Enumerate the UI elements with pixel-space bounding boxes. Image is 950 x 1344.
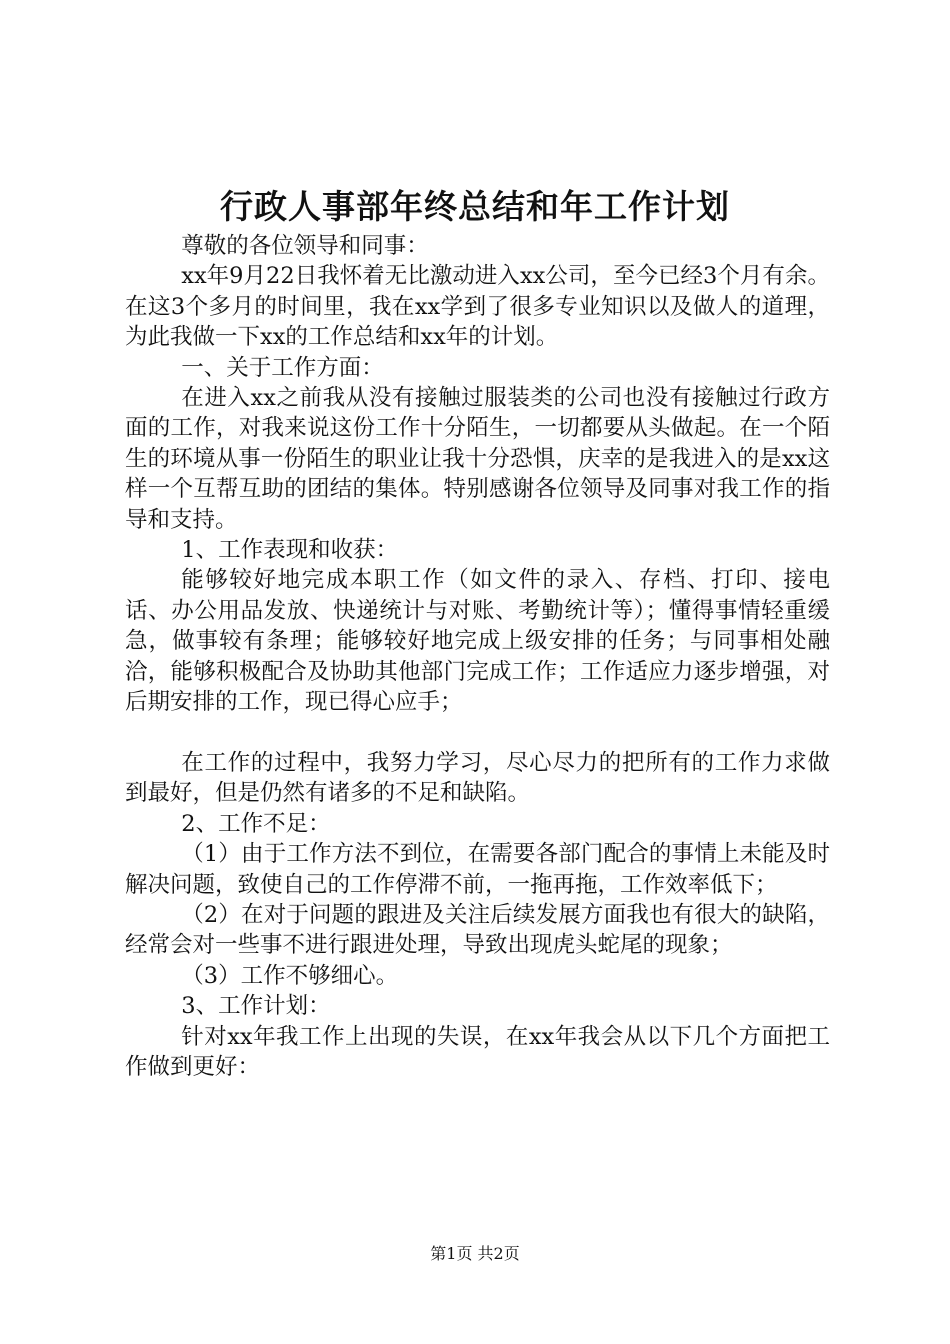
shortcoming-item-1: （1）由于工作方法不到位，在需要各部门配合的事情上未能及时解决问题，致使自己的工作停滞不前，一拖再拖，工作效率低下； — [125, 841, 830, 898]
page-footer: 第1页 共2页 — [430, 1244, 520, 1263]
subsection-heading-plan: 3、工作计划： — [181, 993, 331, 1020]
subsection-heading-shortcomings: 2、工作不足： — [181, 810, 331, 837]
plan-paragraph: 针对xx年我工作上出现的失误，在xx年我会从以下几个方面把工作做到更好： — [125, 1023, 830, 1080]
shortcoming-item-2: （2）在对于问题的跟进及关注后续发展方面我也有很大的缺陷，经常会对一些事不进行跟进处理，导致出现虎头蛇尾的现象； — [125, 901, 830, 959]
blank-line — [125, 718, 830, 748]
shortcoming-item-3: （3）工作不够细心。 — [181, 962, 399, 989]
reflection-paragraph: 在工作的过程中，我努力学习，尽心尽力的把所有的工作力求做到最好，但是仍然有诸多的不足和缺陷。 — [125, 749, 830, 807]
document-title: 行政人事部年终总结和年工作计划 — [220, 187, 730, 226]
document-body — [125, 231, 830, 1082]
section-heading-work: 一、关于工作方面： — [181, 354, 384, 381]
subsection-heading-performance: 1、工作表现和收获： — [181, 537, 399, 564]
performance-paragraph: 能够较好地完成本职工作（如文件的录入、存档、打印、接电话、办公用品发放、快递统计与对账、考勤统计等）；懂得事情轻重缓急，做事较有条理；能够较好地完成上级安排的任务；与同事相处融洽，能够积极配合及协助其他部门完成工作；工作适应力逐步增强，对后期安排的工作，现已得心应手； — [125, 567, 830, 716]
intro-paragraph: xx年9月22日我怀着无比激动进入xx公司，至今已经3个月有余。在这3个多月的时间里，我在xx学到了很多专业知识以及做人的道理，为此我做一下xx的工作总结和xx年的计划。 — [125, 263, 830, 351]
work-background-paragraph: 在进入xx之前我从没有接触过服装类的公司也没有接触过行政方面的工作，对我来说这份工作十分陌生，一切都要从头做起。在一个陌生的环境从事一份陌生的职业让我十分恐惧，庆幸的是我进入的是xx这样一个互帮互助的团结的集体。特别感谢各位领导及同事对我工作的指导和支持。 — [125, 385, 830, 533]
salutation: 尊敬的各位领导和同事： — [181, 233, 429, 259]
